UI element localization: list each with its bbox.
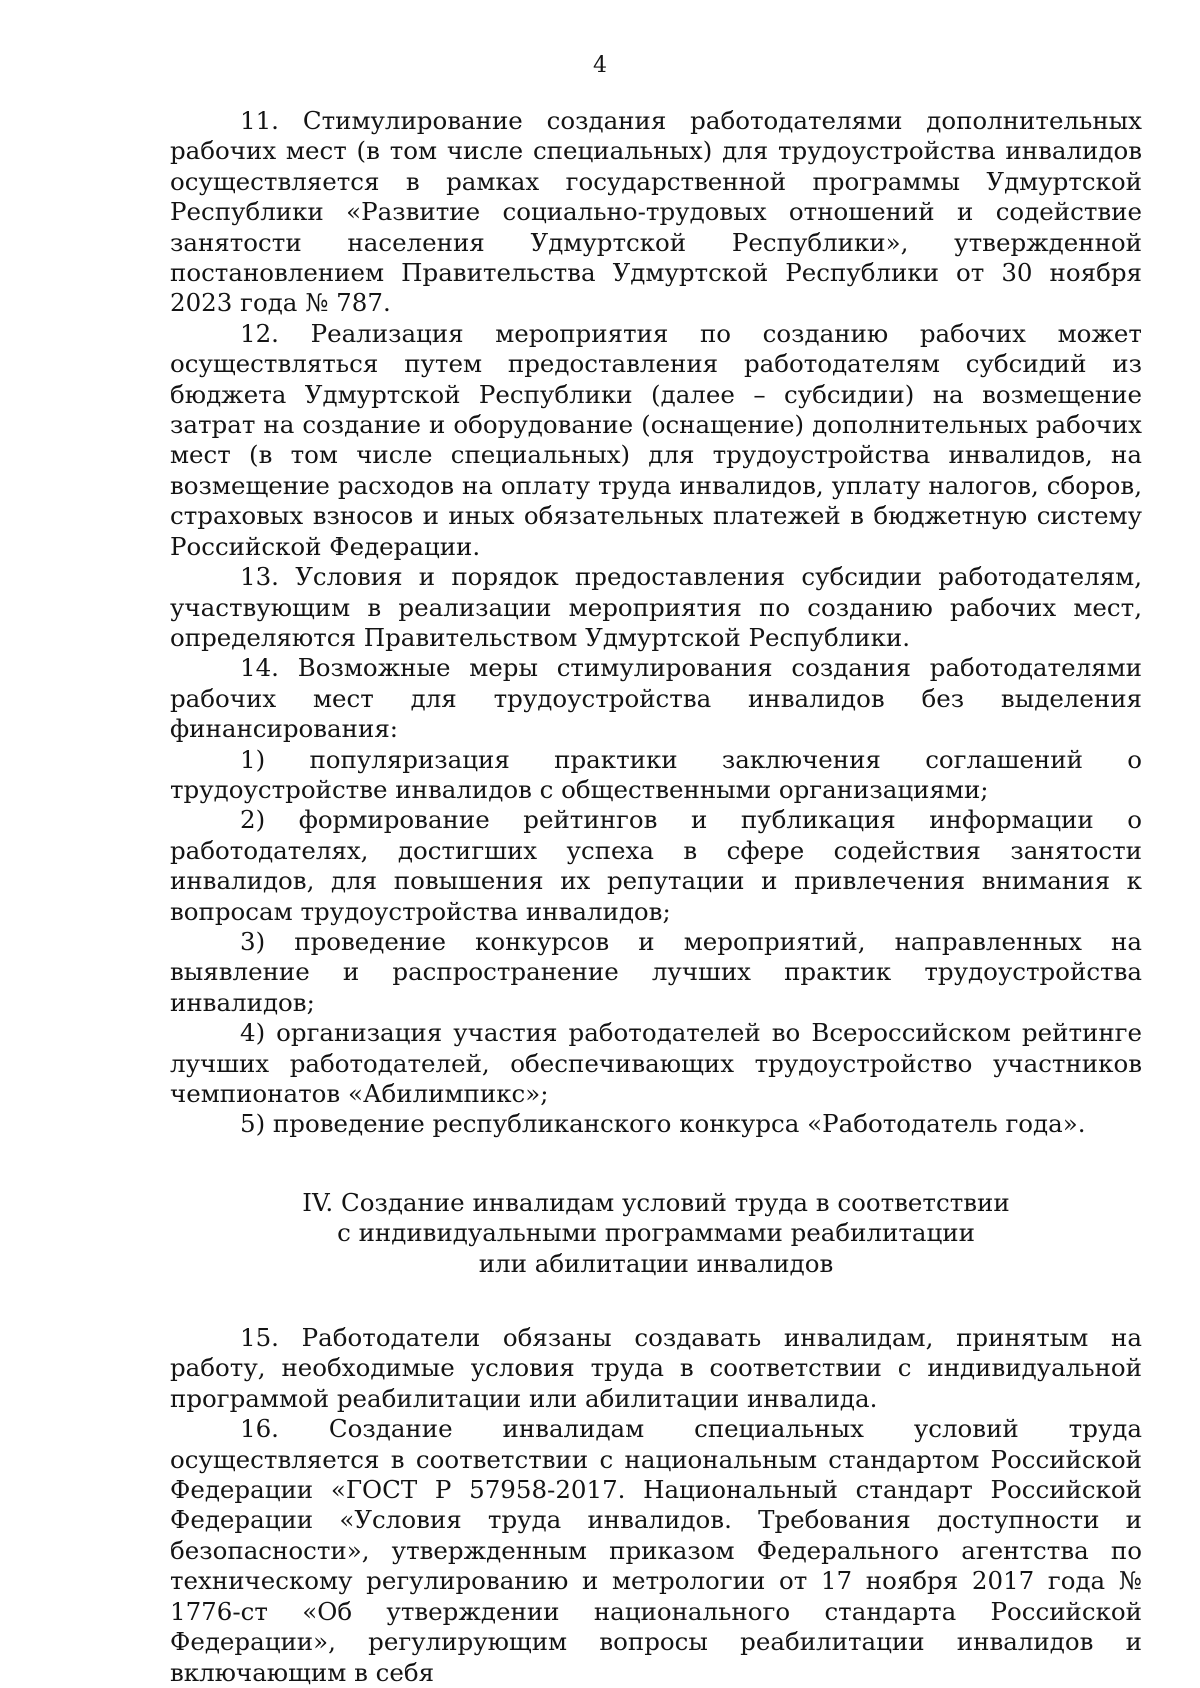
document-body bbox=[170, 106, 1142, 1688]
paragraph-16: 16. Создание инвалидам специальных условий труда осуществляется в соответствии с национальным стандартом Российской Федерации «ГОСТ Р 57958-2017. Национальный стандарт Российской Федерации «Условия труда инвалидов. Требования доступности и безопасности», утвержденным приказом Федерального агентства по техническому регулированию и метрологии от 17 ноября 2017 года № 1776-ст «Об утверждении национального стандарта Российской Федерации», регулирующим вопросы реабилитации инвалидов и включающим в себя bbox=[170, 1414, 1142, 1687]
section-heading-line-2: с индивидуальными программами реабилитации bbox=[337, 1218, 975, 1248]
paragraph-11: 11. Стимулирование создания работодателями дополнительных рабочих мест (в том числе специальных) для трудоустройства инвалидов осуществляется в рамках государственной программы Удмуртской Республики «Развитие социально-трудовых отношений и содействие занятости населения Удмуртской Республики», утвержденной постановлением Правительства Удмуртской Республики от 30 ноября 2023 года № 787. bbox=[170, 106, 1142, 318]
paragraph-12: 12. Реализация мероприятия по созданию рабочих может осуществляться путем предоставления работодателям субсидий из бюджета Удмуртской Республики (далее – субсидии) на возмещение затрат на создание и оборудование (оснащение) дополнительных рабочих мест (в том числе специальных) для трудоустройства инвалидов, на возмещение расходов на оплату труда инвалидов, уплату налогов, сборов, страховых взносов и иных обязательных платежей в бюджетную систему Российской Федерации. bbox=[170, 318, 1142, 561]
paragraph-14: 14. Возможные меры стимулирования создания работодателями рабочих мест для трудоустройства инвалидов без выделения финансирования: bbox=[170, 653, 1142, 744]
section-heading-line-1: IV. Создание инвалидам условий труда в соответствии bbox=[302, 1187, 1010, 1217]
list-item-2: 2) формирование рейтингов и публикация информации о работодателях, достигших успеха в сфере содействия занятости инвалидов, для повышения их репутации и привлечения внимания к вопросам трудоустройства инвалидов; bbox=[170, 805, 1142, 926]
list-item-3: 3) проведение конкурсов и мероприятий, направленных на выявление и распространение лучших практик трудоустройства инвалидов; bbox=[170, 926, 1142, 1017]
page-number: 4 bbox=[593, 53, 607, 78]
list-item-1: 1) популяризация практики заключения соглашений о трудоустройстве инвалидов с общественными организациями; bbox=[170, 744, 1142, 804]
list-item-4: 4) организация участия работодателей во Всероссийском рейтинге лучших работодателей, обеспечивающих трудоустройство участников чемпионатов «Абилимпикс»; bbox=[170, 1018, 1142, 1108]
paragraph-15: 15. Работодатели обязаны создавать инвалидам, принятым на работу, необходимые условия труда в соответствии с индивидуальной программой реабилитации или абилитации инвалида. bbox=[170, 1323, 1142, 1413]
section-heading-line-3: или абилитации инвалидов bbox=[478, 1248, 834, 1278]
list-item-5: 5) проведение республиканского конкурса «Работодатель года». bbox=[240, 1109, 1086, 1139]
section-heading bbox=[170, 1188, 1142, 1279]
paragraph-13: 13. Условия и порядок предоставления субсидии работодателям, участвующим в реализации мероприятия по созданию рабочих мест, определяются Правительством Удмуртской Республики. bbox=[170, 562, 1142, 652]
